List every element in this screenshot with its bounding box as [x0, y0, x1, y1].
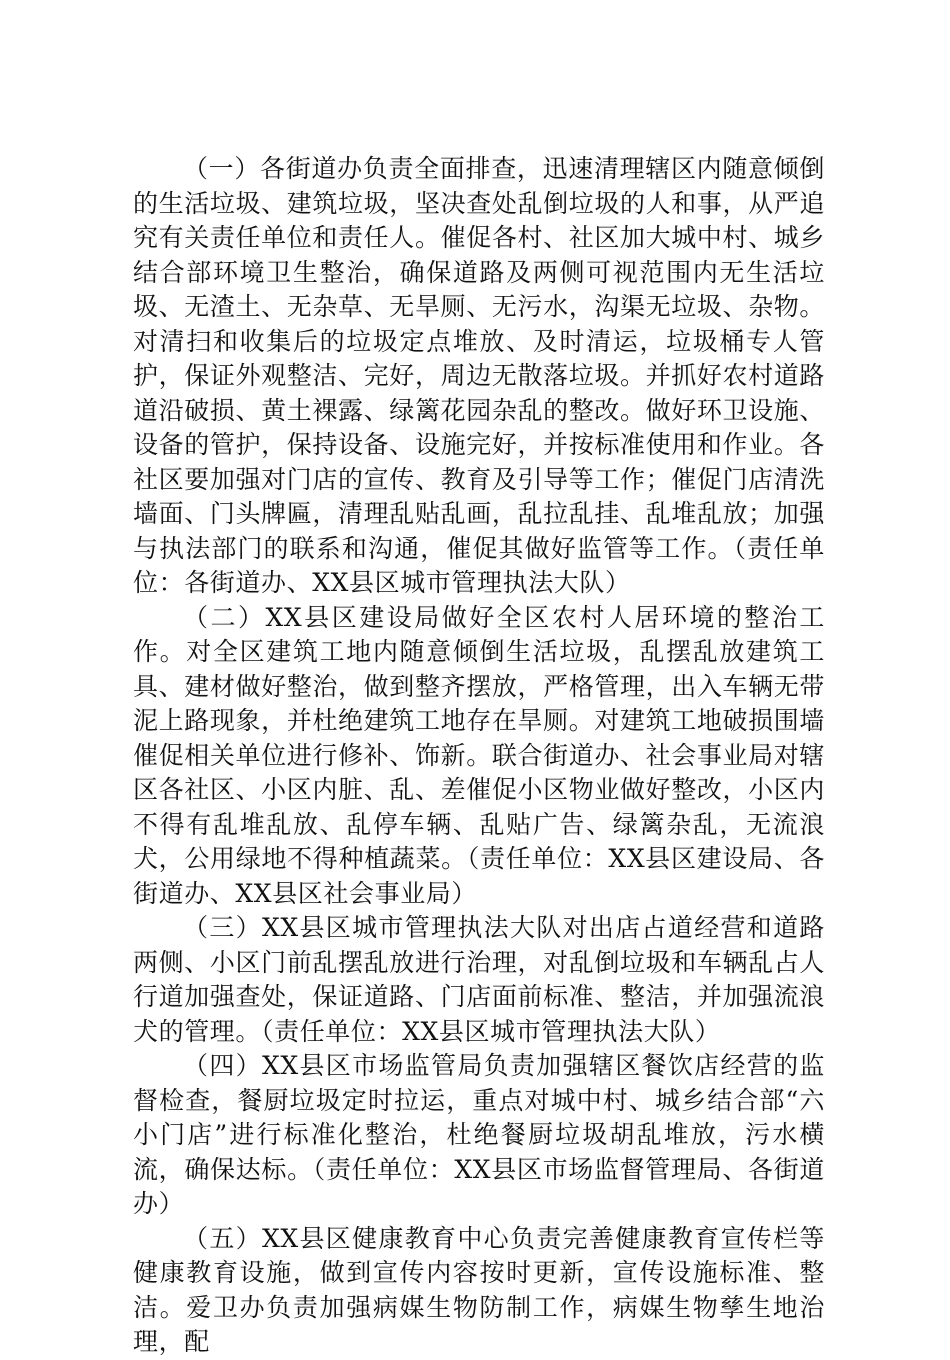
- paragraph-1: （一）各街道办负责全面排查，迅速清理辖区内随意倾倒的生活垃圾、建筑垃圾，坚决查处乱倒垃圾的人和事，从严追究有关责任单位和责任人。催促各村、社区加大城中村、城乡结合部环境卫生整治，确保道路及两侧可视范围内无生活垃圾、无渣土、无杂草、无旱厕、无污水，沟渠无垃圾、杂物。对清扫和收集后的垃圾定点堆放、及时清运，垃圾桶专人管护，保证外观整洁、完好，周边无散落垃圾。并抓好农村道路道沿破损、黄土裸露、绿篱花园杂乱的整改。做好环卫设施、设备的管护，保持设备、设施完好，并按标准使用和作业。各社区要加强对门店的宣传、教育及引导等工作；催促门店清洗墙面、门头牌匾，清理乱贴乱画，乱拉乱挂、乱堆乱放；加强与执法部门的联系和沟通，催促其做好监管等工作。（责任单位：各街道办、XX县区城市管理执法大队）: [133, 154, 825, 597]
- paragraph-4: （四）XX县区市场监管局负责加强辖区餐饮店经营的监督检查，餐厨垃圾定时拉运，重点对城中村、城乡结合部“六小门店”进行标准化整治，杜绝餐厨垃圾胡乱堆放，污水横流，确保达标。（责任单位：XX县区市场监督管理局、各街道办）: [133, 1051, 825, 1218]
- paragraph-3: （三）XX县区城市管理执法大队对出店占道经营和道路两侧、小区门前乱摆乱放进行治理，对乱倒垃圾和车辆乱占人行道加强查处，保证道路、门店面前标准、整洁，并加强流浪犬的管理。（责任单位：XX县区城市管理执法大队）: [133, 913, 825, 1046]
- document-body: [133, 152, 825, 1360]
- paragraph-5: （五）XX县区健康教育中心负责完善健康教育宣传栏等健康教育设施，做到宣传内容按时更新，宣传设施标准、整洁。爱卫办负责加强病媒生物防制工作，病媒生物孳生地治理，配: [133, 1223, 825, 1356]
- paragraph-2: （二）XX县区建设局做好全区农村人居环境的整治工作。对全区建筑工地内随意倾倒生活垃圾，乱摆乱放建筑工具、建材做好整治，做到整齐摆放，严格管理，出入车辆无带泥上路现象，并杜绝建筑工地存在旱厕。对建筑工地破损围墙催促相关单位进行修补、饰新。联合街道办、社会事业局对辖区各社区、小区内脏、乱、差催促小区物业做好整改，小区内不得有乱堆乱放、乱停车辆、乱贴广告、绿篱杂乱，无流浪犬，公用绿地不得种植蔬菜。（责任单位：XX县区建设局、各街道办、XX县区社会事业局）: [133, 602, 825, 908]
